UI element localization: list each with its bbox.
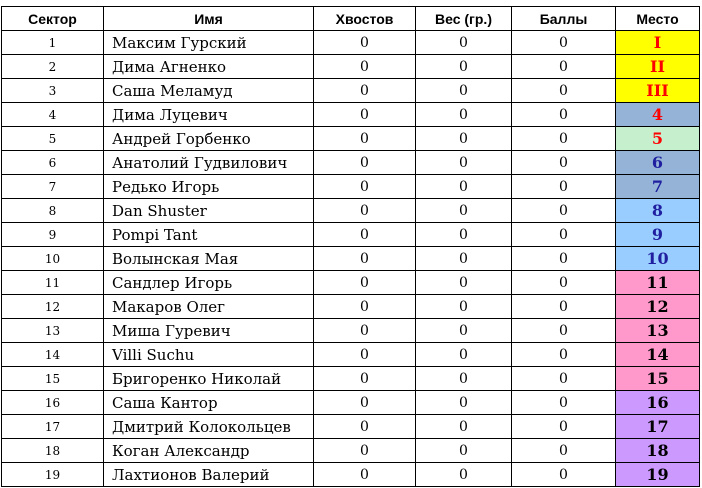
table-row <box>2 31 700 55</box>
sector-cell: 9 <box>2 223 104 247</box>
points-cell: 0 <box>512 31 616 55</box>
weight-cell: 0 <box>416 199 512 223</box>
sector-cell: 5 <box>2 127 104 151</box>
header-name: Имя <box>104 7 314 31</box>
sector-cell: 8 <box>2 199 104 223</box>
sector-cell: 10 <box>2 247 104 271</box>
tails-cell: 0 <box>314 463 416 487</box>
weight-cell: 0 <box>416 151 512 175</box>
weight-cell: 0 <box>416 439 512 463</box>
tails-cell: 0 <box>314 319 416 343</box>
header-sector: Сектор <box>2 7 104 31</box>
name-cell: Анатолий Гудвилович <box>104 151 314 175</box>
table-row <box>2 319 700 343</box>
tails-cell: 0 <box>314 127 416 151</box>
place-cell: 11 <box>616 271 700 295</box>
weight-cell: 0 <box>416 367 512 391</box>
place-cell: 10 <box>616 247 700 271</box>
tails-cell: 0 <box>314 367 416 391</box>
weight-cell: 0 <box>416 343 512 367</box>
name-cell: Дима Агненко <box>104 55 314 79</box>
points-cell: 0 <box>512 55 616 79</box>
place-cell: I <box>616 31 700 55</box>
place-cell: 17 <box>616 415 700 439</box>
weight-cell: 0 <box>416 295 512 319</box>
name-cell: Бригоренко Николай <box>104 367 314 391</box>
points-cell: 0 <box>512 271 616 295</box>
sector-cell: 16 <box>2 391 104 415</box>
points-cell: 0 <box>512 391 616 415</box>
sector-cell: 4 <box>2 103 104 127</box>
table-row <box>2 79 700 103</box>
sector-cell: 15 <box>2 367 104 391</box>
table-row <box>2 439 700 463</box>
place-cell: 18 <box>616 439 700 463</box>
sector-cell: 2 <box>2 55 104 79</box>
name-cell: Макаров Олег <box>104 295 314 319</box>
table-row <box>2 103 700 127</box>
table-row <box>2 127 700 151</box>
name-cell: Саша Меламуд <box>104 79 314 103</box>
sector-cell: 17 <box>2 415 104 439</box>
tails-cell: 0 <box>314 151 416 175</box>
tails-cell: 0 <box>314 415 416 439</box>
points-cell: 0 <box>512 247 616 271</box>
points-cell: 0 <box>512 127 616 151</box>
sector-cell: 13 <box>2 319 104 343</box>
weight-cell: 0 <box>416 103 512 127</box>
tails-cell: 0 <box>314 295 416 319</box>
points-cell: 0 <box>512 367 616 391</box>
table-row <box>2 223 700 247</box>
tails-cell: 0 <box>314 31 416 55</box>
tails-cell: 0 <box>314 199 416 223</box>
table-row <box>2 343 700 367</box>
tails-cell: 0 <box>314 271 416 295</box>
place-cell: 13 <box>616 319 700 343</box>
table-row <box>2 367 700 391</box>
tails-cell: 0 <box>314 391 416 415</box>
place-cell: 4 <box>616 103 700 127</box>
table-row <box>2 175 700 199</box>
name-cell: Коган Александр <box>104 439 314 463</box>
name-cell: Волынская Мая <box>104 247 314 271</box>
sector-cell: 3 <box>2 79 104 103</box>
tails-cell: 0 <box>314 343 416 367</box>
sector-cell: 11 <box>2 271 104 295</box>
header-place: Место <box>616 7 700 31</box>
table-row <box>2 463 700 487</box>
name-cell: Саша Кантор <box>104 391 314 415</box>
place-cell: 9 <box>616 223 700 247</box>
sector-cell: 14 <box>2 343 104 367</box>
header-tails: Хвостов <box>314 7 416 31</box>
place-cell: 6 <box>616 151 700 175</box>
place-cell: II <box>616 55 700 79</box>
name-cell: Миша Гуревич <box>104 319 314 343</box>
tails-cell: 0 <box>314 439 416 463</box>
place-cell: 5 <box>616 127 700 151</box>
name-cell: Pompi Tant <box>104 223 314 247</box>
place-cell: 8 <box>616 199 700 223</box>
points-cell: 0 <box>512 295 616 319</box>
points-cell: 0 <box>512 223 616 247</box>
table-row <box>2 391 700 415</box>
table-row <box>2 55 700 79</box>
weight-cell: 0 <box>416 223 512 247</box>
table-row <box>2 247 700 271</box>
name-cell: Дима Луцевич <box>104 103 314 127</box>
place-cell: 16 <box>616 391 700 415</box>
table-row <box>2 151 700 175</box>
place-cell: 14 <box>616 343 700 367</box>
name-cell: Лахтионов Валерий <box>104 463 314 487</box>
tails-cell: 0 <box>314 103 416 127</box>
table-row <box>2 295 700 319</box>
points-cell: 0 <box>512 79 616 103</box>
place-cell: 12 <box>616 295 700 319</box>
name-cell: Андрей Горбенко <box>104 127 314 151</box>
points-cell: 0 <box>512 343 616 367</box>
name-cell: Максим Гурский <box>104 31 314 55</box>
header-weight: Вес (гр.) <box>416 7 512 31</box>
points-cell: 0 <box>512 319 616 343</box>
points-cell: 0 <box>512 103 616 127</box>
results-table <box>1 6 700 487</box>
points-cell: 0 <box>512 151 616 175</box>
weight-cell: 0 <box>416 271 512 295</box>
place-cell: 7 <box>616 175 700 199</box>
sector-cell: 18 <box>2 439 104 463</box>
weight-cell: 0 <box>416 127 512 151</box>
sector-cell: 12 <box>2 295 104 319</box>
sector-cell: 19 <box>2 463 104 487</box>
table-row <box>2 271 700 295</box>
weight-cell: 0 <box>416 247 512 271</box>
table-row <box>2 415 700 439</box>
weight-cell: 0 <box>416 463 512 487</box>
tails-cell: 0 <box>314 175 416 199</box>
name-cell: Сандлер Игорь <box>104 271 314 295</box>
weight-cell: 0 <box>416 415 512 439</box>
tails-cell: 0 <box>314 79 416 103</box>
points-cell: 0 <box>512 199 616 223</box>
header-row <box>2 7 700 31</box>
weight-cell: 0 <box>416 319 512 343</box>
tails-cell: 0 <box>314 55 416 79</box>
weight-cell: 0 <box>416 391 512 415</box>
weight-cell: 0 <box>416 55 512 79</box>
weight-cell: 0 <box>416 31 512 55</box>
weight-cell: 0 <box>416 79 512 103</box>
points-cell: 0 <box>512 175 616 199</box>
sector-cell: 7 <box>2 175 104 199</box>
sector-cell: 6 <box>2 151 104 175</box>
name-cell: Редько Игорь <box>104 175 314 199</box>
points-cell: 0 <box>512 463 616 487</box>
tails-cell: 0 <box>314 247 416 271</box>
name-cell: Villi Suchu <box>104 343 314 367</box>
place-cell: III <box>616 79 700 103</box>
table-row <box>2 199 700 223</box>
sector-cell: 1 <box>2 31 104 55</box>
weight-cell: 0 <box>416 175 512 199</box>
tails-cell: 0 <box>314 223 416 247</box>
place-cell: 15 <box>616 367 700 391</box>
name-cell: Дмитрий Колокольцев <box>104 415 314 439</box>
points-cell: 0 <box>512 439 616 463</box>
place-cell: 19 <box>616 463 700 487</box>
points-cell: 0 <box>512 415 616 439</box>
header-points: Баллы <box>512 7 616 31</box>
name-cell: Dan Shuster <box>104 199 314 223</box>
